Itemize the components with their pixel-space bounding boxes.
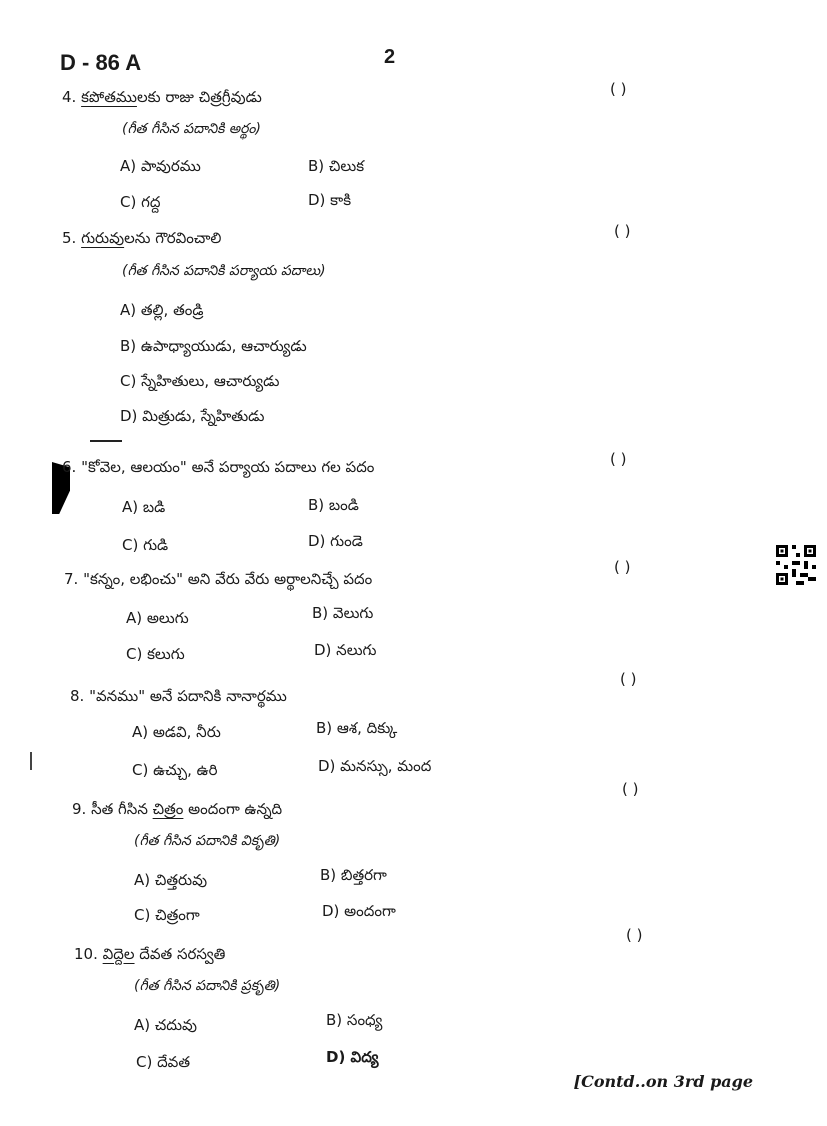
question-number: 9. [72,800,87,818]
question-4-text [62,88,262,110]
question-number: 8. [70,687,85,705]
option-a: A) చదువు [134,1016,198,1034]
underlined-word: కపోతము [81,88,137,106]
continued-note: [Contd..on 3rd page [573,1072,753,1091]
option-d: D) మనస్సు, మంద [318,757,432,775]
option-b: B) చిలుక [308,157,365,175]
question-9-instruction: (గీత గీసిన పదానికి వికృతి) [134,833,281,849]
answer-box-8[interactable]: ( ) [620,670,637,688]
option-b: B) సంధ్య [326,1011,383,1029]
answer-box-6[interactable]: ( ) [610,450,627,468]
question-pre: సీత గీసిన [91,800,153,818]
scan-mark [30,752,32,770]
question-4-instruction: (గీత గీసిన పదానికి అర్థం) [122,121,261,137]
question-body: "వనము" అనే పదానికి నానార్థము [89,687,287,705]
option-d: D) నలుగు [314,641,377,659]
question-10-instruction: (గీత గీసిన పదానికి ప్రకృతి) [134,978,281,994]
option-d: D) గుండె [308,532,363,550]
option-d: D) కాకి [308,191,352,209]
question-5-instruction: (గీత గీసిన పదానికి పర్యాయ పదాలు) [122,263,326,279]
option-b: B) ఆశ, దిక్కు [316,719,398,737]
option-c: C) స్నేహితులు, ఆచార్యుడు [120,372,280,390]
option-d: D) అందంగా [322,902,396,920]
option-a: A) అలుగు [126,609,189,627]
paper-code: D - 86 A [60,50,142,75]
question-number: 6. [62,458,77,476]
option-d: D) విద్య [326,1048,379,1066]
question-8-text [70,687,287,709]
answer-box-4[interactable]: ( ) [610,80,627,98]
qr-code-icon [776,545,816,585]
option-a: A) తల్లి, తండ్రి [120,301,204,319]
question-6-text [62,458,374,480]
question-9-text [72,800,282,822]
option-b: B) బండి [308,496,359,514]
answer-box-5[interactable]: ( ) [614,222,631,240]
question-rest: లను గౌరవించాలి [124,229,222,247]
answer-box-9[interactable]: ( ) [622,780,639,798]
divider-dash [90,440,122,442]
answer-box-10[interactable]: ( ) [626,926,643,944]
option-b: B) ఉపాధ్యాయుడు, ఆచార్యుడు [120,337,307,355]
question-10-text [74,945,225,967]
underlined-word: విద్దెల [102,945,135,963]
underlined-word: చిత్రం [152,800,184,818]
question-number: 5. [62,229,77,247]
option-a: A) అడవి, నీరు [132,723,221,741]
option-c: C) ఉచ్చు, ఉరి [132,761,218,779]
option-a: A) పావురము [120,157,201,175]
option-b: B) బిత్తరగా [320,866,387,884]
option-c: C) కలుగు [126,645,185,663]
underlined-word: గురువు [81,229,125,247]
option-c: C) గద్ద [120,193,161,211]
question-body: "కోవెల, ఆలయం" అనే పర్యాయ పదాలు గల పదం [81,458,375,476]
question-body: "కన్నం, లభించు" అని వేరు వేరు అర్థాలనిచ్చే పదం [83,570,373,588]
option-a: A) బడి [122,498,166,516]
option-b: B) వెలుగు [312,604,374,622]
question-7-text [64,570,372,592]
option-c: C) చిత్రంగా [134,906,200,924]
question-rest: లకు రాజు చిత్రగ్రీవుడు [136,88,262,106]
option-a: A) చిత్తరువు [134,871,208,889]
option-c: C) గుడి [122,536,169,554]
question-number: 7. [64,570,79,588]
page-number: 2 [384,46,396,68]
answer-box-7[interactable]: ( ) [614,558,631,576]
question-rest: అందంగా ఉన్నది [183,800,283,818]
question-number: 4. [62,88,77,106]
option-d: D) మిత్రుడు, స్నేహితుడు [120,407,265,425]
question-5-text [62,229,221,251]
question-number: 10. [74,945,98,963]
option-c: C) దేవత [136,1053,191,1071]
question-rest: దేవత సరస్వతి [134,945,226,963]
